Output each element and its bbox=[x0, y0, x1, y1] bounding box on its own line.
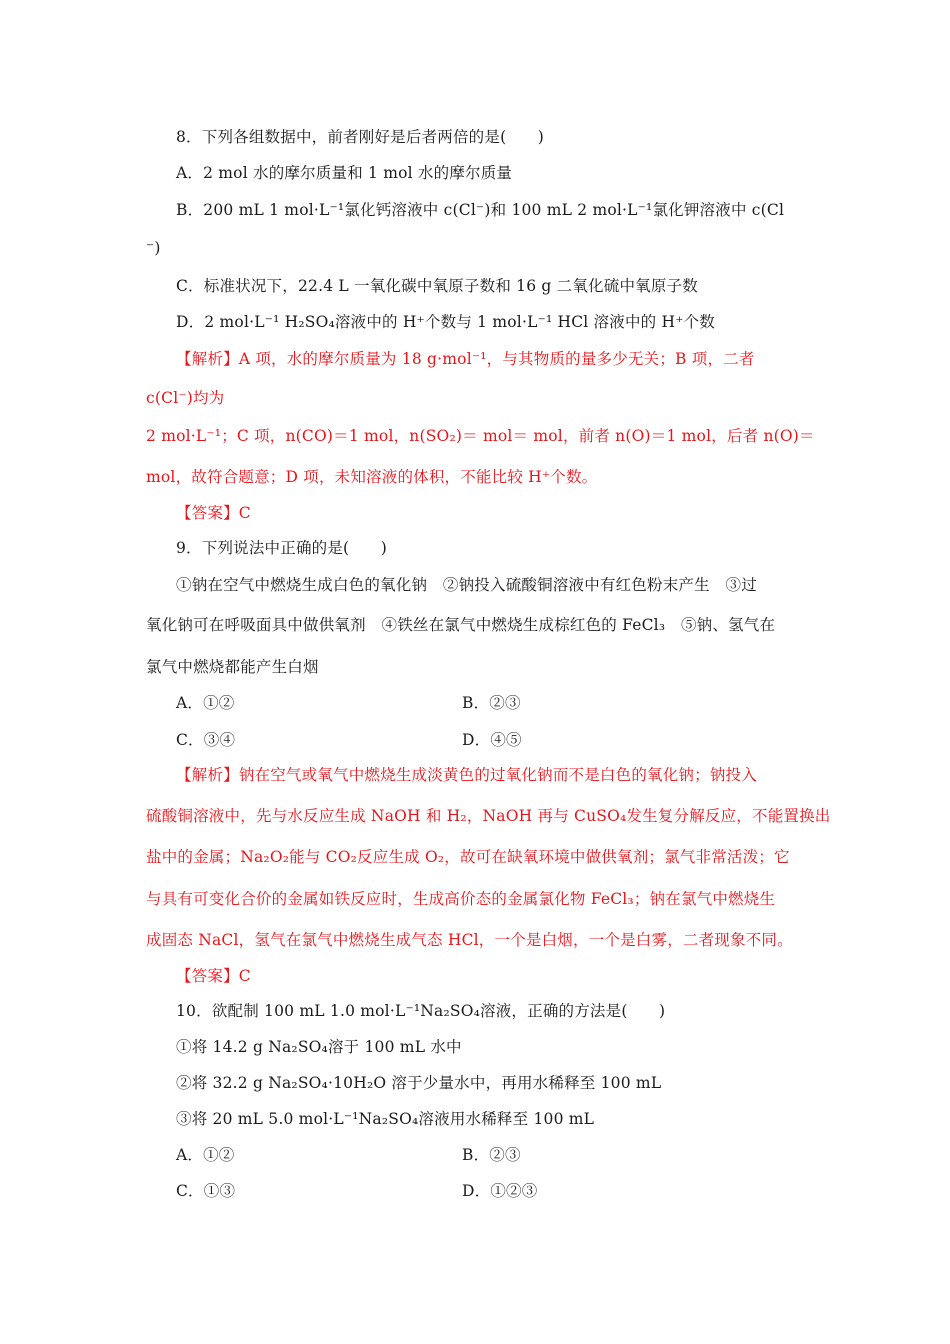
q9-answer: 【答案】C bbox=[176, 967, 251, 985]
q9-analysis-line1 bbox=[176, 764, 757, 786]
q9-analysis-line4: 与具有可变化合价的金属如铁反应时，生成高价态的金属氯化物 FeCl₃；钠在氯气中燃烧生 bbox=[146, 890, 776, 908]
q8-analysis-tag: 【解析】 bbox=[176, 350, 239, 368]
q9-analysis-line2: 硫酸铜溶液中，先与水反应生成 NaOH 和 H₂，NaOH 再与 CuSO₄发生复分解反应，不能置换出 bbox=[146, 807, 831, 825]
q9-analysis-text1: 钠在空气或氧气中燃烧生成淡黄色的过氧化钠而不是白色的氧化钠；钠投入 bbox=[238, 766, 757, 784]
q10-item2: ②将 32.2 g Na₂SO₄·10H₂O 溶于少量水中，再用水稀释至 100 mL bbox=[176, 1074, 662, 1092]
q9-analysis-tag: 【解析】 bbox=[176, 766, 239, 784]
q10-option-b: B．②③ bbox=[462, 1146, 521, 1164]
q10-option-a: A．①② bbox=[176, 1146, 235, 1164]
q8-option-d: D．2 mol·L⁻¹ H₂SO₄溶液中的 H⁺个数与 1 mol·L⁻¹ HCl 溶液中的 H⁺个数 bbox=[176, 313, 715, 331]
q8-analysis-line4: mol，故符合题意；D 项，未知溶液的体积，不能比较 H⁺个数。 bbox=[146, 468, 598, 486]
q8-analysis-text1: A 项，水的摩尔质量为 18 g·mol⁻¹，与其物质的量多少无关；B 项，二者 bbox=[238, 350, 755, 368]
q8-analysis-line1 bbox=[176, 348, 755, 370]
q8-analysis-line2: c(Cl⁻)均为 bbox=[146, 389, 225, 407]
q9-statements-line3: 氯气中燃烧都能产生白烟 bbox=[146, 658, 319, 676]
q9-analysis-line3: 盐中的金属；Na₂O₂能与 CO₂反应生成 O₂，故可在缺氧环境中做供氧剂；氯气非常活泼；它 bbox=[146, 848, 790, 866]
q10-stem: 10．欲配制 100 mL 1.0 mol·L⁻¹Na₂SO₄溶液，正确的方法是( ) bbox=[176, 1002, 666, 1020]
q8-option-b-line2: ⁻) bbox=[146, 239, 161, 257]
q9-option-c: C．③④ bbox=[176, 731, 236, 749]
q9-option-d: D．④⑤ bbox=[462, 731, 522, 749]
q10-item3: ③将 20 mL 5.0 mol·L⁻¹Na₂SO₄溶液用水稀释至 100 mL bbox=[176, 1110, 595, 1128]
q9-option-b: B．②③ bbox=[462, 694, 521, 712]
q8-stem: 8．下列各组数据中，前者刚好是后者两倍的是( ) bbox=[176, 128, 544, 146]
q9-stem: 9．下列说法中正确的是( ) bbox=[176, 539, 387, 557]
q9-statements-line1: ①钠在空气中燃烧生成白色的氧化钠 ②钠投入硫酸铜溶液中有红色粉末产生 ③过 bbox=[176, 576, 757, 594]
q8-option-a: A．2 mol 水的摩尔质量和 1 mol 水的摩尔质量 bbox=[176, 164, 513, 182]
q8-option-c: C．标准状况下，22.4 L 一氧化碳中氧原子数和 16 g 二氧化硫中氧原子数 bbox=[176, 277, 698, 295]
q8-option-b-line1: B．200 mL 1 mol·L⁻¹氯化钙溶液中 c(Cl⁻)和 100 mL 2 mol·L⁻¹氯化钾溶液中 c(Cl bbox=[176, 201, 785, 219]
q8-analysis-line3: 2 mol·L⁻¹；C 项，n(CO)＝1 mol，n(SO₂)＝ mol＝ mol，前者 n(O)＝1 mol，后者 n(O)＝ bbox=[146, 427, 815, 445]
q10-option-d: D．①②③ bbox=[462, 1182, 538, 1200]
q9-statements-line2: 氧化钠可在呼吸面具中做供氧剂 ④铁丝在氯气中燃烧生成棕红色的 FeCl₃ ⑤钠、氢气在 bbox=[146, 616, 776, 634]
q9-option-a: A．①② bbox=[176, 694, 235, 712]
q10-item1: ①将 14.2 g Na₂SO₄溶于 100 mL 水中 bbox=[176, 1038, 462, 1056]
q9-analysis-line5: 成固态 NaCl，氢气在氯气中燃烧生成气态 HCl，一个是白烟，一个是白雾，二者现象不同。 bbox=[146, 931, 793, 949]
q10-option-c: C．①③ bbox=[176, 1182, 236, 1200]
q8-answer: 【答案】C bbox=[176, 504, 251, 522]
